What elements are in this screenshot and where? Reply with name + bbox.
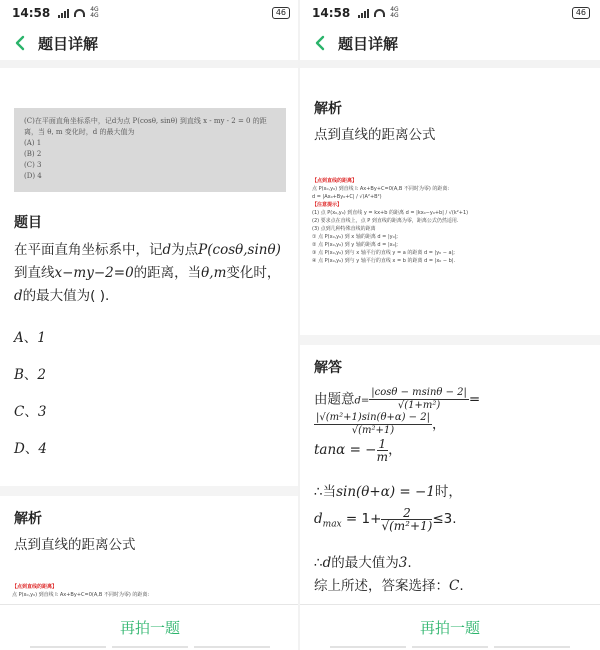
retake-button[interactable]: 再拍一题 — [119, 619, 180, 637]
status-bar — [0, 0, 300, 26]
section-divider — [0, 60, 300, 68]
retake-button[interactable]: 再拍一题 — [419, 619, 480, 637]
home-indicator — [30, 646, 270, 648]
signal-icon — [58, 9, 69, 18]
option-a: A、1 — [14, 330, 46, 346]
section-divider — [300, 60, 600, 68]
photo-line: (C)在平面直角坐标系中，记d为点 P(cosθ, sinθ) 到直线 x - my - 2 = 0 的距 — [24, 117, 267, 125]
analysis-heading: 解析 — [14, 511, 42, 527]
wifi-icon — [74, 9, 85, 17]
page-title: 题目详解 — [38, 34, 99, 53]
status-time: 14:58 — [12, 6, 51, 20]
home-indicator — [330, 646, 570, 648]
section-divider — [300, 335, 600, 345]
answer-line-4: $d_{max} = 1+$ $\frac{2}{\text{√(m²+1)}}$ ≤3. — [314, 505, 457, 533]
answer-line-3: ∴当sin(θ+α) = −1时， — [314, 484, 462, 500]
option-c: C、3 — [14, 404, 47, 420]
chevron-left-icon[interactable] — [10, 33, 30, 53]
question-photo — [14, 108, 286, 192]
network-badge: 4G 4G — [390, 6, 399, 19]
nav-bar — [300, 26, 600, 60]
signal-icon — [358, 9, 369, 18]
right-screen — [300, 0, 600, 650]
status-time: 14:58 — [312, 6, 351, 20]
photo-option: (B) 2 — [24, 150, 42, 158]
photo-line: 离，当 θ, m 变化时，d 的最大值为 — [24, 128, 135, 136]
answer-conclusion: 综上所述，答案选择：C. — [314, 577, 464, 594]
footer-bar — [300, 604, 600, 650]
content-scroll[interactable] — [0, 60, 300, 604]
analysis-text: 点到直线的距离公式 — [14, 537, 136, 553]
answer-line-1: 由题意d= $\frac{|\cos\theta - msin\theta - 2|}{\text{√(1+m²)}}$ = $\frac{\text{|√(m²+1)sin(θ+α) − 2|}}{\text{√(m²+1)}}$ ， — [314, 387, 481, 436]
network-badge: 4G 4G — [90, 6, 99, 19]
analysis-text: 点到直线的距离公式 — [314, 127, 436, 143]
problem-text: 在平面直角坐标系中，记d为点P(cosθ,sinθ)到直线x−my−2=0的距离，当θ,m变化时，d的最大值为( ). — [14, 242, 281, 304]
analysis-heading: 解析 — [314, 101, 342, 117]
page-title: 题目详解 — [338, 34, 399, 53]
option-d: D、4 — [14, 441, 47, 457]
photo-option: (C) 3 — [24, 161, 42, 169]
answer-line-2: tanα = − $\frac{1}{m}$ ， — [314, 436, 402, 464]
wifi-icon — [374, 9, 385, 17]
nav-bar — [0, 26, 300, 60]
answer-line-5: ∴d的最大值为3. — [314, 554, 412, 571]
battery-icon: 46 — [572, 7, 590, 19]
battery-icon: 46 — [272, 7, 290, 19]
option-b: B、2 — [14, 367, 47, 383]
problem-heading: 题目 — [14, 215, 42, 231]
section-divider — [0, 486, 300, 496]
status-bar — [300, 0, 600, 26]
chevron-left-icon[interactable] — [310, 33, 330, 53]
photo-option: (D) 4 — [24, 172, 42, 180]
formula-image: 【点到直线的距离】 点 P(x₀,y₀) 到直线 l: Ax+By+C=0(A,B 不同时为零) 的距离: — [12, 584, 150, 598]
content-scroll[interactable] — [300, 60, 600, 604]
footer-bar — [0, 604, 300, 650]
photo-option: (A) 1 — [24, 139, 42, 147]
answer-heading: 解答 — [314, 360, 342, 376]
formula-image: 【点到直线的距离】 点 P(x₀,y₀) 到直线 l: Ax+By+C=0(A,B 不同时为零) 的距离: d = |Ax₀+By₀+C| / √(A²+B²) 【注意提示】 (1) 点 P(x₀,y₀) 到直线 y = kx+b 的距离 d = |kx₀−y₀+b| / √(k²+1) (2) 要求点在直线上，点 P 到直线的距离为零，距离公式仍然适用. (3) 点到几种特殊直线的距离 ① 点 P(x₀,y₀) 到 x 轴的距离 d = |y₀|; ② 点 P(x₀,y₀) 到 y 轴的距离 d = |x₀|; ③ 点 P(x₀,y₀) 到与 x 轴平行的直线 y = a 的距离 d = |y₀ − a|; ④ 点 P(x₀,y₀) 到与 y 轴平行的直线 x = b 的距离 d = |x₀ − b|. — [312, 178, 469, 264]
